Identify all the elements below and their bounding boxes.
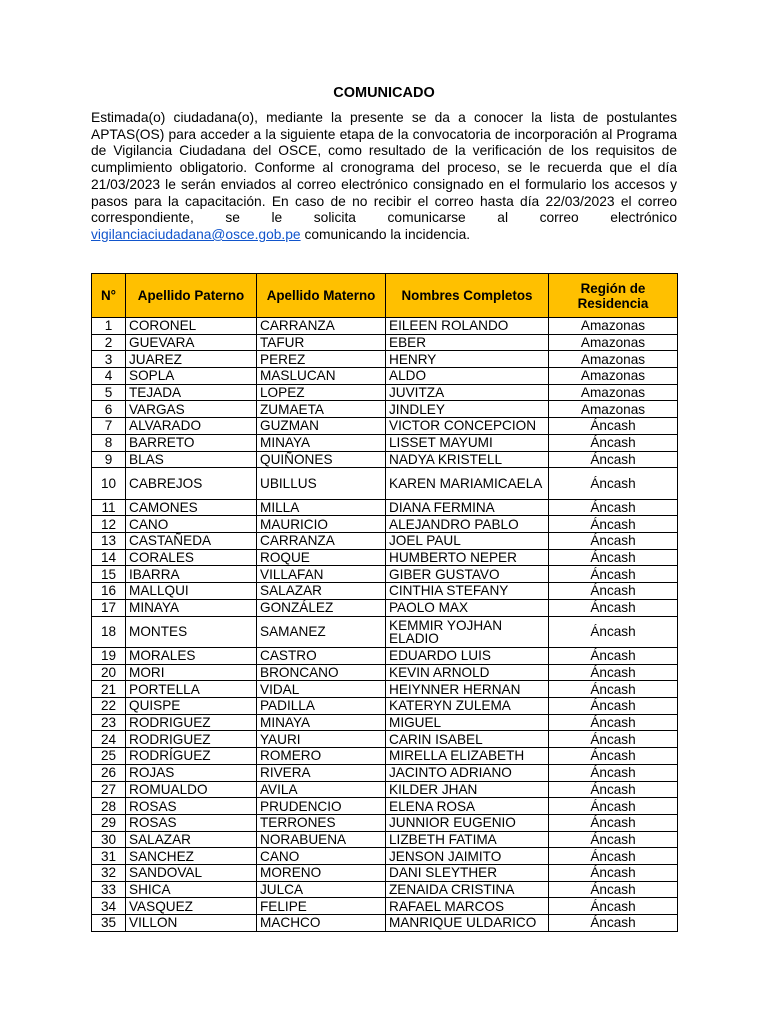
row-number-cell: 20 bbox=[92, 664, 126, 681]
apellido-paterno-cell: BARRETO bbox=[126, 434, 257, 451]
apellido-paterno-cell: VARGAS bbox=[126, 401, 257, 418]
nombres-completos-cell: PAOLO MAX bbox=[386, 599, 549, 616]
apellido-materno-cell: CARRANZA bbox=[257, 318, 386, 335]
table-row bbox=[92, 831, 678, 848]
row-number-cell: 11 bbox=[92, 499, 126, 516]
apellido-materno-cell: SALAZAR bbox=[257, 583, 386, 600]
header-region: Región de Residencia bbox=[549, 274, 678, 318]
region-cell: Áncash bbox=[549, 434, 678, 451]
region-cell: Amazonas bbox=[549, 351, 678, 368]
table-row bbox=[92, 881, 678, 898]
table-row bbox=[92, 549, 678, 566]
nombres-completos-cell: DIANA FERMINA bbox=[386, 499, 549, 516]
row-number-cell: 31 bbox=[92, 848, 126, 865]
nombres-completos-cell: JUNNIOR EUGENIO bbox=[386, 814, 549, 831]
region-cell: Amazonas bbox=[549, 318, 678, 335]
apellido-paterno-cell: PORTELLA bbox=[126, 681, 257, 698]
apellido-materno-cell: BRONCANO bbox=[257, 664, 386, 681]
region-cell: Áncash bbox=[549, 898, 678, 915]
apellido-paterno-cell: ALVARADO bbox=[126, 418, 257, 435]
nombres-completos-cell: JINDLEY bbox=[386, 401, 549, 418]
region-cell: Amazonas bbox=[549, 368, 678, 385]
row-number-cell: 12 bbox=[92, 516, 126, 533]
apellido-paterno-cell: SHICA bbox=[126, 881, 257, 898]
apellido-paterno-cell: TEJADA bbox=[126, 384, 257, 401]
apellido-materno-cell: SAMANEZ bbox=[257, 616, 386, 648]
row-number-cell: 16 bbox=[92, 583, 126, 600]
table-row bbox=[92, 664, 678, 681]
apellido-paterno-cell: CORALES bbox=[126, 549, 257, 566]
table-body bbox=[92, 318, 678, 932]
apellido-materno-cell: TERRONES bbox=[257, 814, 386, 831]
header-apellido-materno: Apellido Materno bbox=[257, 274, 386, 318]
apellido-materno-cell: CARRANZA bbox=[257, 533, 386, 550]
region-cell: Áncash bbox=[549, 468, 678, 500]
apellido-paterno-cell: CORONEL bbox=[126, 318, 257, 335]
row-number-cell: 30 bbox=[92, 831, 126, 848]
apellido-materno-cell: PRUDENCIO bbox=[257, 798, 386, 815]
region-cell: Áncash bbox=[549, 814, 678, 831]
row-number-cell: 21 bbox=[92, 681, 126, 698]
region-cell: Áncash bbox=[549, 731, 678, 748]
apellido-materno-cell: FELIPE bbox=[257, 898, 386, 915]
row-number-cell: 35 bbox=[92, 915, 126, 932]
row-number-cell: 26 bbox=[92, 764, 126, 781]
apellido-paterno-cell: MONTES bbox=[126, 616, 257, 648]
apellido-paterno-cell: BLAS bbox=[126, 451, 257, 468]
table-row bbox=[92, 714, 678, 731]
table-row bbox=[92, 781, 678, 798]
table-row bbox=[92, 698, 678, 715]
region-cell: Áncash bbox=[549, 915, 678, 932]
apellido-paterno-cell: CAMONES bbox=[126, 499, 257, 516]
row-number-cell: 19 bbox=[92, 648, 126, 665]
region-cell: Áncash bbox=[549, 616, 678, 648]
row-number-cell: 23 bbox=[92, 714, 126, 731]
row-number-cell: 9 bbox=[92, 451, 126, 468]
region-cell: Áncash bbox=[549, 566, 678, 583]
region-cell: Áncash bbox=[549, 848, 678, 865]
region-cell: Áncash bbox=[549, 764, 678, 781]
nombres-completos-cell: JACINTO ADRIANO bbox=[386, 764, 549, 781]
apellido-materno-cell: PEREZ bbox=[257, 351, 386, 368]
region-cell: Áncash bbox=[549, 599, 678, 616]
row-number-cell: 25 bbox=[92, 748, 126, 765]
apellido-paterno-cell: MORI bbox=[126, 664, 257, 681]
nombres-completos-cell: EDUARDO LUIS bbox=[386, 648, 549, 665]
region-cell: Áncash bbox=[549, 583, 678, 600]
row-number-cell: 29 bbox=[92, 814, 126, 831]
nombres-completos-cell: HENRY bbox=[386, 351, 549, 368]
apellido-materno-cell: LOPEZ bbox=[257, 384, 386, 401]
nombres-completos-cell: MIRELLA ELIZABETH bbox=[386, 748, 549, 765]
table-row bbox=[92, 368, 678, 385]
region-cell: Áncash bbox=[549, 664, 678, 681]
apellido-materno-cell: GUZMAN bbox=[257, 418, 386, 435]
table-row bbox=[92, 351, 678, 368]
table-row bbox=[92, 451, 678, 468]
apellido-paterno-cell: GUEVARA bbox=[126, 334, 257, 351]
table-row bbox=[92, 864, 678, 881]
apellido-materno-cell: MILLA bbox=[257, 499, 386, 516]
apellido-paterno-cell: VASQUEZ bbox=[126, 898, 257, 915]
row-number-cell: 33 bbox=[92, 881, 126, 898]
apellido-materno-cell: PADILLA bbox=[257, 698, 386, 715]
region-cell: Áncash bbox=[549, 499, 678, 516]
apellido-paterno-cell: SOPLA bbox=[126, 368, 257, 385]
table-row bbox=[92, 334, 678, 351]
nombres-completos-cell: EILEEN ROLANDO bbox=[386, 318, 549, 335]
apellido-materno-cell: MASLUCAN bbox=[257, 368, 386, 385]
row-number-cell: 2 bbox=[92, 334, 126, 351]
row-number-cell: 1 bbox=[92, 318, 126, 335]
apellido-paterno-cell: CABREJOS bbox=[126, 468, 257, 500]
table-row bbox=[92, 648, 678, 665]
document-page bbox=[91, 84, 677, 244]
intro-text: Estimada(o) ciudadana(o), mediante la presente se da a conocer la lista de postulantes APTAS(OS) para acceder a la siguiente etapa de la convocatoria de incorporación al Programa de Vigilancia Ciudadana del OSCE, como resultado de la verificación de los requisitos de cumplimiento obligatorio. Conforme al cronograma del proceso, se le recuerda que el día 21/03/2023 le serán enviados al correo electrónico consignado en el formulario los accesos y pasos para la capacitación. En caso de no recibir el correo hasta día 22/03/2023 el correo correspondiente, se le solicita comunicarse al correo electrónico bbox=[91, 110, 677, 226]
nombres-completos-cell: ELENA ROSA bbox=[386, 798, 549, 815]
nombres-completos-cell: DANI SLEYTHER bbox=[386, 864, 549, 881]
nombres-completos-cell: HUMBERTO NEPER bbox=[386, 549, 549, 566]
nombres-completos-cell: RAFAEL MARCOS bbox=[386, 898, 549, 915]
table-row bbox=[92, 915, 678, 932]
table-row bbox=[92, 434, 678, 451]
row-number-cell: 14 bbox=[92, 549, 126, 566]
apellido-materno-cell: AVILA bbox=[257, 781, 386, 798]
region-cell: Áncash bbox=[549, 831, 678, 848]
region-cell: Áncash bbox=[549, 864, 678, 881]
region-cell: Áncash bbox=[549, 451, 678, 468]
region-cell: Áncash bbox=[549, 549, 678, 566]
nombres-completos-cell: JOEL PAUL bbox=[386, 533, 549, 550]
table-row bbox=[92, 599, 678, 616]
apellido-materno-cell: MORENO bbox=[257, 864, 386, 881]
region-cell: Áncash bbox=[549, 748, 678, 765]
nombres-completos-cell: ALEJANDRO PABLO bbox=[386, 516, 549, 533]
apellido-materno-cell: ROQUE bbox=[257, 549, 386, 566]
row-number-cell: 28 bbox=[92, 798, 126, 815]
apellido-materno-cell: MINAYA bbox=[257, 714, 386, 731]
apellido-materno-cell: UBILLUS bbox=[257, 468, 386, 500]
applicants-table bbox=[91, 273, 678, 932]
table-row bbox=[92, 616, 678, 648]
table-row bbox=[92, 898, 678, 915]
apellido-paterno-cell: VILLON bbox=[126, 915, 257, 932]
table-row bbox=[92, 748, 678, 765]
row-number-cell: 5 bbox=[92, 384, 126, 401]
apellido-paterno-cell: SALAZAR bbox=[126, 831, 257, 848]
table-row bbox=[92, 681, 678, 698]
nombres-completos-cell: ZENAIDA CRISTINA bbox=[386, 881, 549, 898]
table-row bbox=[92, 401, 678, 418]
outro-text: comunicando la incidencia. bbox=[300, 226, 471, 242]
table-row bbox=[92, 516, 678, 533]
apellido-paterno-cell: MORALES bbox=[126, 648, 257, 665]
row-number-cell: 17 bbox=[92, 599, 126, 616]
row-number-cell: 8 bbox=[92, 434, 126, 451]
apellido-materno-cell: CANO bbox=[257, 848, 386, 865]
apellido-materno-cell: ZUMAETA bbox=[257, 401, 386, 418]
row-number-cell: 15 bbox=[92, 566, 126, 583]
apellido-paterno-cell: ROMUALDO bbox=[126, 781, 257, 798]
apellido-paterno-cell: CANO bbox=[126, 516, 257, 533]
apellido-paterno-cell: IBARRA bbox=[126, 566, 257, 583]
table-row bbox=[92, 848, 678, 865]
row-number-cell: 18 bbox=[92, 616, 126, 648]
nombres-completos-cell: MANRIQUE ULDARICO bbox=[386, 915, 549, 932]
row-number-cell: 13 bbox=[92, 533, 126, 550]
table-row bbox=[92, 418, 678, 435]
region-cell: Áncash bbox=[549, 698, 678, 715]
region-cell: Áncash bbox=[549, 881, 678, 898]
apellido-materno-cell: NORABUENA bbox=[257, 831, 386, 848]
header-number: N° bbox=[92, 274, 126, 318]
apellido-materno-cell: YAURI bbox=[257, 731, 386, 748]
apellido-materno-cell: ROMERO bbox=[257, 748, 386, 765]
region-cell: Áncash bbox=[549, 798, 678, 815]
apellido-materno-cell: QUIÑONES bbox=[257, 451, 386, 468]
nombres-completos-cell: CINTHIA STEFANY bbox=[386, 583, 549, 600]
row-number-cell: 32 bbox=[92, 864, 126, 881]
nombres-completos-cell: EBER bbox=[386, 334, 549, 351]
row-number-cell: 27 bbox=[92, 781, 126, 798]
header-nombres: Nombres Completos bbox=[386, 274, 549, 318]
row-number-cell: 6 bbox=[92, 401, 126, 418]
apellido-paterno-cell: SANDOVAL bbox=[126, 864, 257, 881]
table-row bbox=[92, 468, 678, 500]
page-title: COMUNICADO bbox=[333, 85, 435, 101]
region-cell: Áncash bbox=[549, 418, 678, 435]
row-number-cell: 3 bbox=[92, 351, 126, 368]
nombres-completos-cell: GIBER GUSTAVO bbox=[386, 566, 549, 583]
apellido-materno-cell: TAFUR bbox=[257, 334, 386, 351]
nombres-completos-cell: HEIYNNER HERNAN bbox=[386, 681, 549, 698]
apellido-paterno-cell: QUISPE bbox=[126, 698, 257, 715]
region-cell: Amazonas bbox=[549, 334, 678, 351]
row-number-cell: 22 bbox=[92, 698, 126, 715]
nombres-completos-cell: KATERYN ZULEMA bbox=[386, 698, 549, 715]
nombres-completos-cell: MIGUEL bbox=[386, 714, 549, 731]
table-row bbox=[92, 814, 678, 831]
apellido-paterno-cell: SANCHEZ bbox=[126, 848, 257, 865]
table-row bbox=[92, 499, 678, 516]
apellido-paterno-cell: ROSAS bbox=[126, 814, 257, 831]
region-cell: Áncash bbox=[549, 681, 678, 698]
nombres-completos-cell: JUVITZA bbox=[386, 384, 549, 401]
table-row bbox=[92, 731, 678, 748]
row-number-cell: 24 bbox=[92, 731, 126, 748]
apellido-materno-cell: CASTRO bbox=[257, 648, 386, 665]
nombres-completos-cell: JENSON JAIMITO bbox=[386, 848, 549, 865]
row-number-cell: 10 bbox=[92, 468, 126, 500]
apellido-materno-cell: MAURICIO bbox=[257, 516, 386, 533]
region-cell: Amazonas bbox=[549, 401, 678, 418]
nombres-completos-cell: VICTOR CONCEPCION bbox=[386, 418, 549, 435]
nombres-completos-cell: KEMMIR YOJHAN ELADIO bbox=[386, 616, 549, 648]
intro-paragraph bbox=[91, 110, 677, 244]
table-row bbox=[92, 566, 678, 583]
nombres-completos-cell: KEVIN ARNOLD bbox=[386, 664, 549, 681]
apellido-paterno-cell: RODRIGUEZ bbox=[126, 714, 257, 731]
apellido-paterno-cell: MINAYA bbox=[126, 599, 257, 616]
nombres-completos-cell: NADYA KRISTELL bbox=[386, 451, 549, 468]
email-link[interactable]: vigilanciaciudadana@osce.gob.pe bbox=[91, 226, 301, 242]
apellido-materno-cell: RIVERA bbox=[257, 764, 386, 781]
row-number-cell: 4 bbox=[92, 368, 126, 385]
apellido-paterno-cell: ROSAS bbox=[126, 798, 257, 815]
apellido-paterno-cell: ROJAS bbox=[126, 764, 257, 781]
row-number-cell: 7 bbox=[92, 418, 126, 435]
nombres-completos-cell: ALDO bbox=[386, 368, 549, 385]
apellido-paterno-cell: CASTAÑEDA bbox=[126, 533, 257, 550]
nombres-completos-cell: LISSET MAYUMI bbox=[386, 434, 549, 451]
apellido-materno-cell: GONZÁLEZ bbox=[257, 599, 386, 616]
apellido-materno-cell: VIDAL bbox=[257, 681, 386, 698]
apellido-paterno-cell: RODRIGUEZ bbox=[126, 731, 257, 748]
apellido-paterno-cell: RODRÍGUEZ bbox=[126, 748, 257, 765]
row-number-cell: 34 bbox=[92, 898, 126, 915]
region-cell: Áncash bbox=[549, 781, 678, 798]
region-cell: Áncash bbox=[549, 516, 678, 533]
region-cell: Áncash bbox=[549, 648, 678, 665]
apellido-materno-cell: MINAYA bbox=[257, 434, 386, 451]
region-cell: Áncash bbox=[549, 714, 678, 731]
nombres-completos-cell: KILDER JHAN bbox=[386, 781, 549, 798]
nombres-completos-cell: CARIN ISABEL bbox=[386, 731, 549, 748]
apellido-paterno-cell: JUAREZ bbox=[126, 351, 257, 368]
table-row bbox=[92, 583, 678, 600]
region-cell: Áncash bbox=[549, 533, 678, 550]
table-row bbox=[92, 533, 678, 550]
apellido-materno-cell: JULCA bbox=[257, 881, 386, 898]
header-apellido-paterno: Apellido Paterno bbox=[126, 274, 257, 318]
table-row bbox=[92, 318, 678, 335]
table-row bbox=[92, 798, 678, 815]
apellido-paterno-cell: MALLQUI bbox=[126, 583, 257, 600]
region-cell: Amazonas bbox=[549, 384, 678, 401]
table-row bbox=[92, 764, 678, 781]
table-header-row bbox=[92, 274, 678, 318]
table-row bbox=[92, 384, 678, 401]
nombres-completos-cell: KAREN MARIAMICAELA bbox=[386, 468, 549, 500]
apellido-materno-cell: MACHCO bbox=[257, 915, 386, 932]
nombres-completos-cell: LIZBETH FATIMA bbox=[386, 831, 549, 848]
apellido-materno-cell: VILLAFAN bbox=[257, 566, 386, 583]
